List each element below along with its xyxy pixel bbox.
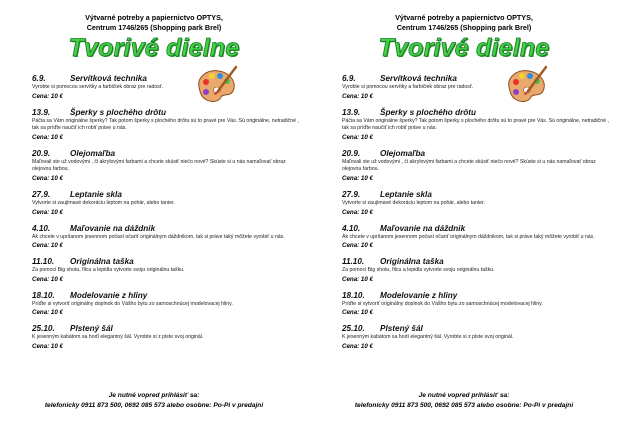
workshop-description: Vyrobte si pomocou servítky a farbičiek obraz pre radosť.	[342, 84, 474, 90]
workshop-name: Olejomaľba	[380, 148, 426, 158]
workshop-name: Plstený šál	[70, 324, 113, 334]
store-header	[4, 13, 304, 33]
workshop-price: Cena: 10 €	[342, 208, 373, 216]
workshop-price: Cena: 10 €	[32, 174, 63, 182]
workshop-item	[32, 148, 300, 183]
workshop-description: Príďte si vytvoriť originálny doplnok do Vášho bytu zo samoschnúcej modelovacej hliny.	[342, 300, 543, 307]
workshop-price: Cena: 10 €	[32, 208, 63, 216]
workshop-list	[32, 73, 300, 357]
workshop-item	[32, 323, 300, 351]
workshop-item	[342, 223, 610, 251]
workshop-description: Ak chcete v upršanom jesennom počasí očariť originálnym dáždnikom, tak si práve taký môžete vyrobiť u nás.	[342, 233, 595, 240]
workshop-description: K jesenným kabátom sa hodí elegantný šál. Vyrobte si z plste svoj originál.	[342, 334, 514, 341]
workshop-price: Cena: 10 €	[342, 242, 373, 250]
workshop-item	[342, 256, 610, 284]
workshop-price: Cena: 10 €	[342, 174, 373, 182]
workshop-description: Maľovali ste už vodovými , či akrylovými farbami a chcete skúsiť niečo nové? Skúste si u nás namaľovať obraz olejovou farbou.	[32, 158, 286, 173]
workshop-price: Cena: 10 €	[32, 275, 63, 283]
workshop-description: Za pomoci Big shotu, filcu a lepidla vytvorte svoju originálnu tašku.	[32, 267, 185, 274]
workshop-name: Maľovanie na dáždnik	[380, 223, 466, 233]
workshop-name: Leptanie skla	[380, 189, 432, 199]
store-address: Centrum 1746/265 (Shopping park Brel)	[86, 23, 222, 32]
workshop-name: Leptanie skla	[70, 189, 122, 199]
workshop-description: Vytvorte si zaujímavé dekoráciu leptom na pohár, alebo tanier.	[342, 199, 485, 206]
workshop-name: Originálna taška	[380, 257, 444, 267]
workshop-name: Servítková technika	[380, 74, 457, 83]
workshop-date: 27.9.	[32, 189, 51, 199]
workshop-name: Šperky s plochého drôtu	[380, 107, 476, 117]
workshop-price: Cena: 10 €	[32, 342, 63, 350]
workshop-description: Vyrobte si pomocou servítky a farbičiek obraz pre radosť.	[32, 84, 164, 90]
workshop-list	[342, 73, 610, 357]
workshop-description: Maľovali ste už vodovými , či akrylovými farbami a chcete skúsiť niečo nové? Skúste si u nás namaľovať obraz olejovou farbou.	[342, 158, 596, 173]
registration-note	[4, 391, 304, 411]
workshop-name: Šperky s plochého drôtu	[70, 107, 166, 117]
workshop-date: 6.9.	[32, 74, 46, 83]
workshop-date: 13.9.	[32, 107, 51, 117]
registration-contact: telefonicky 0911 873 500, 0692 085 573 alebo osobne: Po-Pi v predajni	[354, 402, 574, 409]
workshop-item	[32, 223, 300, 251]
workshop-price: Cena: 10 €	[32, 133, 63, 141]
workshop-date: 27.9.	[342, 189, 361, 199]
workshop-price: Cena: 10 €	[342, 92, 373, 100]
workshop-item	[342, 189, 610, 217]
workshop-item	[32, 256, 300, 284]
workshop-price: Cena: 10 €	[32, 92, 63, 100]
workshop-price: Cena: 10 €	[342, 309, 373, 317]
store-header	[314, 13, 614, 33]
workshop-name: Maľovanie na dáždnik	[70, 223, 156, 233]
workshop-date: 6.9.	[342, 74, 356, 83]
workshop-description: Páčia sa Vám originálne šperky? Tak potom šperky s plochého drôtu sú to pravé pre Vás. Sú originálne, netradičné , tak sa príďte naučiť ich robiť práve u nás.	[32, 117, 299, 132]
registration-contact: telefonicky 0911 873 500, 0692 085 573 alebo osobne: Po-Pi v predajni	[44, 402, 264, 409]
workshop-item	[342, 73, 610, 101]
workshop-date: 13.9.	[342, 107, 361, 117]
page-title: Tvorivé dielne	[378, 34, 550, 62]
workshop-item	[342, 148, 610, 183]
workshop-item	[32, 290, 300, 318]
workshop-name: Servítková technika	[70, 74, 147, 83]
workshop-date: 11.10.	[32, 257, 55, 267]
workshop-description: Páčia sa Vám originálne šperky? Tak potom šperky s plochého drôtu sú to pravé pre Vás. Sú originálne, netradičné , tak sa príďte naučiť ich robiť práve u nás.	[342, 117, 609, 132]
workshop-price: Cena: 10 €	[32, 242, 63, 250]
workshop-price: Cena: 10 €	[32, 309, 63, 317]
workshop-description: Ak chcete v upršanom jesennom počasí očariť originálnym dáždnikom, tak si práve taký môžete vyrobiť u nás.	[32, 233, 285, 240]
workshop-item	[342, 290, 610, 318]
workshop-item	[32, 189, 300, 217]
workshop-name: Plstený šál	[380, 324, 423, 334]
workshop-date: 25.10.	[342, 324, 365, 334]
workshop-price: Cena: 10 €	[342, 342, 373, 350]
workshop-date: 11.10.	[342, 257, 365, 267]
workshop-name: Olejomaľba	[70, 148, 116, 158]
workshop-date: 20.9.	[342, 148, 361, 158]
registration-heading: Je nutné vopred prihlásiť sa:	[108, 392, 200, 399]
workshop-date: 4.10.	[342, 223, 361, 233]
workshop-date: 25.10.	[32, 324, 55, 334]
flyer-left	[4, 0, 304, 438]
workshop-date: 18.10.	[342, 290, 365, 300]
workshop-item	[342, 323, 610, 351]
registration-heading: Je nutné vopred prihlásiť sa:	[418, 392, 510, 399]
store-address: Centrum 1746/265 (Shopping park Brel)	[396, 23, 532, 32]
workshop-price: Cena: 10 €	[342, 275, 373, 283]
workshop-price: Cena: 10 €	[342, 133, 373, 141]
registration-note	[314, 391, 614, 411]
workshop-item	[342, 107, 610, 142]
flyer-right	[314, 0, 614, 438]
store-name: Výtvarné potreby a papiernictvo OPTYS,	[395, 13, 533, 22]
workshop-description: Vytvorte si zaujímavé dekoráciu leptom na pohár, alebo tanier.	[32, 199, 175, 206]
workshop-item	[32, 73, 300, 101]
store-name: Výtvarné potreby a papiernictvo OPTYS,	[85, 13, 223, 22]
workshop-description: K jesenným kabátom sa hodí elegantný šál. Vyrobte si z plste svoj originál.	[32, 334, 204, 341]
workshop-date: 20.9.	[32, 148, 51, 158]
page-title: Tvorivé dielne	[68, 34, 240, 62]
workshop-name: Modelovanie z hliny	[380, 290, 458, 300]
workshop-name: Modelovanie z hliny	[70, 290, 148, 300]
workshop-name: Originálna taška	[70, 257, 134, 267]
workshop-description: Za pomoci Big shotu, filcu a lepidla vytvorte svoju originálnu tašku.	[342, 267, 495, 274]
workshop-description: Príďte si vytvoriť originálny doplnok do Vášho bytu zo samoschnúcej modelovacej hliny.	[32, 300, 233, 307]
workshop-item	[32, 107, 300, 142]
workshop-date: 18.10.	[32, 290, 55, 300]
workshop-date: 4.10.	[32, 223, 51, 233]
